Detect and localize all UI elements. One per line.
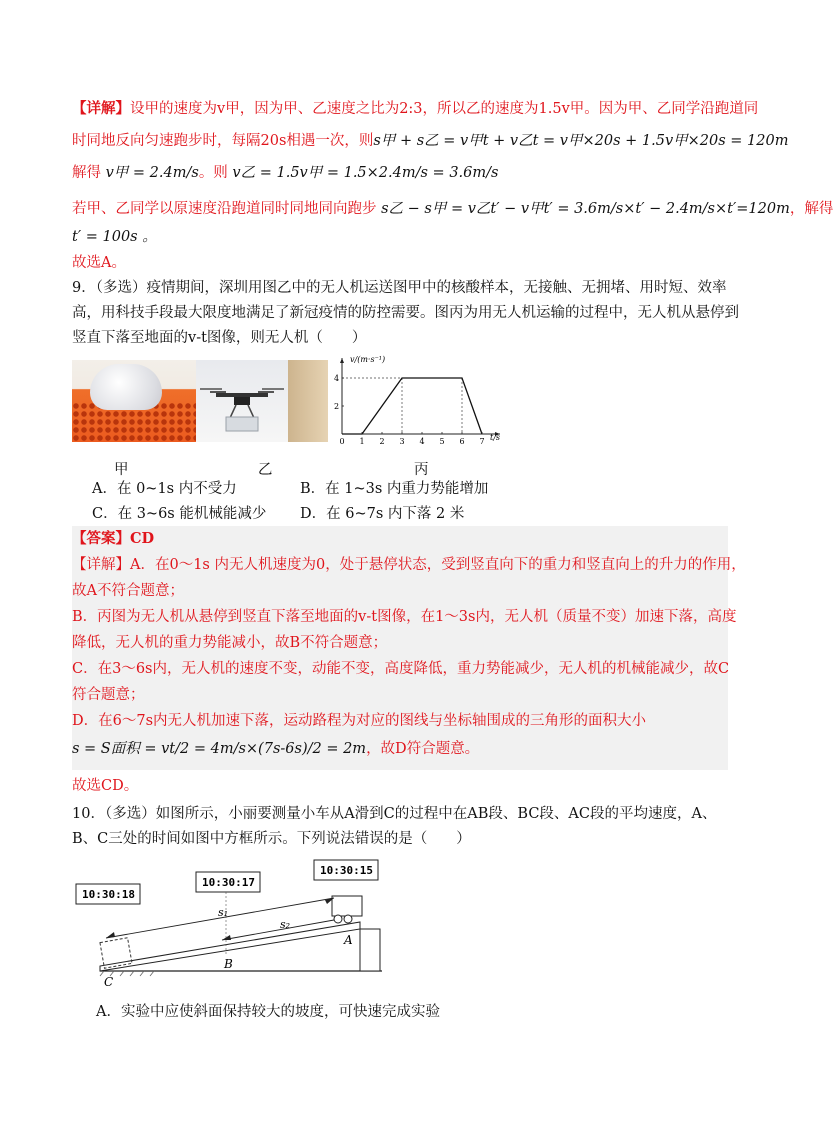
- q9-option-a: A．在 0~1s 内不受力: [92, 481, 237, 497]
- figure-caption-bing: 丙: [414, 462, 429, 478]
- q9-exp-line2: 故A不符合题意；: [72, 583, 184, 599]
- solution8-line5: [72, 226, 157, 248]
- q9-exp-line8: s = S面积 = vt/2 = 4m/s×(7s-6s)/2 = 2m，故D符合题意。: [72, 741, 480, 757]
- figure-caption-yi: 乙: [258, 462, 273, 478]
- q10-option-a: A．实验中应使斜面保持较大的坡度，可快速完成实验: [96, 1004, 440, 1020]
- figure-caption-jia: 甲: [114, 462, 129, 478]
- q9-line3: 竖直下落至地面的v-t图像，则无人机（ ）: [72, 330, 367, 346]
- solution8-choice: 故选A。: [72, 255, 126, 271]
- chart-x-axis-label: t/s: [490, 433, 501, 442]
- q9-line1: 9．（多选）疫情期间，深圳用图乙中的无人机运送图甲中的核酸样本，无接触、无拥堵、用时短、效率: [72, 280, 727, 296]
- label-a: A: [344, 933, 353, 947]
- chart-x-tick-label: 1: [359, 437, 365, 446]
- figure-yi-drone-photo: [196, 360, 288, 442]
- figure-jia-sample-photo: [72, 360, 196, 442]
- detail-tag: 【详解】: [72, 100, 130, 117]
- solution8-line3: 解得 v甲 = 2.4m/s。则 v乙 = 1.5v甲 = 1.5×2.4m/s = 3.6m/s: [72, 165, 499, 181]
- timer-c: 10:30:18: [82, 888, 135, 901]
- q9-option-c: C．在 3~6s 能机械能减少: [92, 506, 267, 522]
- figure-incline-diagram: [72, 856, 402, 989]
- chart-x-tick-label: 6: [459, 437, 465, 446]
- q9-exp-line1: 【详解】A．在0～1s 内无人机速度为0，处于悬停状态，受到竖直向下的重力和竖直向上的升力的作用，: [72, 557, 746, 573]
- equation-t-prime: t′ = 100s 。: [72, 229, 157, 245]
- chart-x-tick-label: 5: [439, 437, 445, 446]
- chart-x-tick-label: 0: [339, 437, 345, 446]
- q9-exp-line7: D．在6～7s内无人机加速下落，运动路程为对应的图线与坐标轴围成的三角形的面积大小: [72, 713, 647, 729]
- label-c: C: [104, 975, 114, 989]
- q9-exp-line4: 降低，无人机的重力势能减小，故B不符合题意；: [72, 635, 388, 651]
- q9-exp-line5: C．在3～6s内，无人机的速度不变，动能不变，高度降低，重力势能减少，无人机的机械能减少，故C: [72, 661, 730, 677]
- chart-y-axis-label: v/(m·s⁻¹): [350, 355, 386, 364]
- figure-wall-strip: [288, 360, 328, 442]
- q10-line2: B、C三处的时间如图中方框所示。下列说法错误的是（ ）: [72, 831, 471, 847]
- q10-line1: 10．（多选）如图所示，小丽要测量小车从A滑到C的过程中在AB段、BC段、AC段的平均速度，A、: [72, 806, 717, 822]
- q9-line2: 高，用科技手段最大限度地满足了新冠疫情的防控需要。图丙为用无人机运输的过程中，无人机从悬停到: [72, 305, 739, 321]
- chart-x-tick-label: 2: [379, 437, 385, 446]
- figure-bing-vt-graph: [328, 352, 508, 448]
- q9-answer: 【答案】CD: [72, 530, 155, 547]
- chart-x-tick-label: 7: [479, 437, 485, 446]
- equation-area-distance: s = S面积 = vt/2 = 4m/s×(7s-6s)/2 = 2m: [72, 741, 367, 757]
- solution8-line1: 【详解】设甲的速度为v甲，因为甲、乙速度之比为2:3，所以乙的速度为1.5v甲。因为甲、乙同学沿跑道同: [72, 100, 759, 117]
- chart-y-tick-label: 2: [334, 402, 340, 411]
- solution8-line4: 若甲、乙同学以原速度沿跑道同时同地同向跑步 s乙 − s甲 = v乙t′ − v甲t′ = 3.6m/s×t′ − 2.4m/s×t′=120m，解得: [72, 201, 833, 217]
- timer-a: 10:30:15: [320, 864, 373, 877]
- solution8-line2: 时同地反向匀速跑步时，每隔20s相遇一次，则s甲 + s乙 = v甲t + v乙t = v甲×20s + 1.5v甲×20s = 120m: [72, 133, 789, 149]
- equation-v-jia: v甲 = 2.4m/s: [105, 165, 199, 181]
- equation-v-yi: v乙 = 1.5v甲 = 1.5×2.4m/s = 3.6m/s: [232, 165, 499, 181]
- cart-icon: [332, 896, 362, 916]
- equation-same-direction: s乙 − s甲 = v乙t′ − v甲t′ = 3.6m/s×t′ − 2.4m/s×t′=120m: [381, 201, 790, 217]
- q9-exp-line6: 符合题意；: [72, 687, 145, 703]
- equation-sum-distance: s甲 + s乙 = v甲t + v乙t = v甲×20s + 1.5v甲×20s = 120m: [373, 133, 789, 149]
- drone-icon: [196, 360, 288, 442]
- label-b: B: [224, 957, 233, 971]
- q9-choice: 故选CD。: [72, 778, 139, 794]
- chart-x-tick-label: 3: [399, 437, 405, 446]
- label-s1: s₁: [218, 906, 229, 919]
- timer-b: 10:30:17: [202, 876, 255, 889]
- q9-exp-line3: B．丙图为无人机从悬停到竖直下落至地面的v-t图像，在1～3s内，无人机（质量不变）加速下落，高度: [72, 609, 737, 625]
- q9-option-b: B．在 1~3s 内重力势能增加: [300, 481, 489, 497]
- q9-option-d: D．在 6~7s 内下落 2 米: [300, 506, 465, 522]
- label-s2: s₂: [280, 918, 291, 931]
- chart-x-tick-label: 4: [419, 437, 425, 446]
- chart-y-tick-label: 4: [334, 374, 340, 383]
